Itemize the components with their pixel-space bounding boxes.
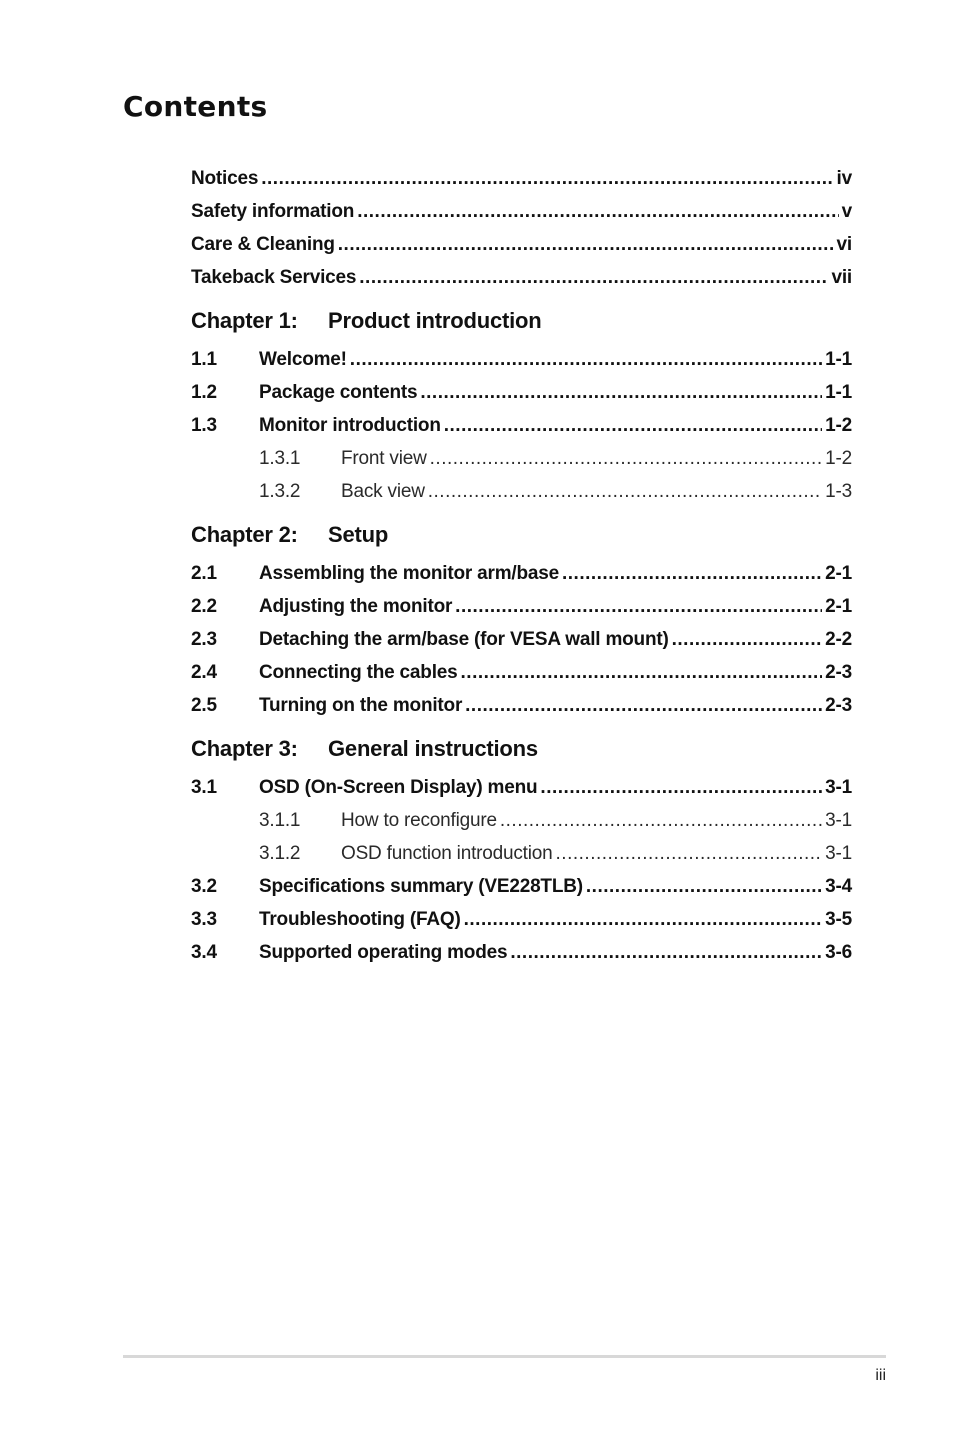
toc-entry-number: 2.1 — [191, 563, 217, 584]
toc-entry-number: 3.1.1 — [259, 810, 301, 831]
footer-page-number: iii — [875, 1367, 886, 1384]
toc-entry-number: 2.2 — [191, 596, 217, 617]
toc-entry-text: Detaching the arm/base (for VESA wall mount) — [259, 629, 669, 650]
toc-entry-page: 2-3 — [825, 695, 852, 716]
chapter-title: Setup — [328, 522, 389, 547]
toc-entry-text: Care & Cleaning — [191, 234, 335, 255]
toc-entry-page: 1-1 — [825, 382, 852, 403]
toc-entry-2-1[interactable] — [191, 563, 852, 596]
toc-entry-page: 2-2 — [825, 629, 852, 650]
toc-entry-3-3[interactable] — [191, 909, 852, 942]
toc-entry-2-3[interactable] — [191, 629, 852, 662]
toc-entry-number: 3.2 — [191, 876, 217, 897]
toc-entry-page: 3-1 — [825, 843, 852, 864]
toc-entry-text: Safety information — [191, 201, 355, 222]
dot-leader — [420, 382, 822, 404]
toc-entry-safety-information[interactable] — [191, 201, 852, 234]
toc-entry-page: 1-2 — [825, 448, 852, 469]
toc-entry-page: 1-2 — [825, 415, 852, 436]
toc-entry-text: How to reconfigure — [341, 810, 497, 831]
toc-entry-number: 3.3 — [191, 909, 217, 930]
toc-entry-text: Package contents — [259, 382, 418, 403]
toc-entry-text: Troubleshooting (FAQ) — [259, 909, 461, 930]
toc-entry-3-4[interactable] — [191, 942, 852, 975]
toc-entry-page: v — [841, 201, 852, 222]
toc-entry-text: OSD function introduction — [341, 843, 553, 864]
toc-entry-notices[interactable] — [191, 168, 852, 201]
toc-entry-page: vii — [831, 267, 852, 288]
toc-entry-1-1[interactable] — [191, 349, 852, 382]
dot-leader — [672, 629, 823, 651]
toc-entry-text: Specifications summary (VE228TLB) — [259, 876, 583, 897]
toc-entry-number: 2.4 — [191, 662, 217, 683]
chapter-heading-2[interactable] — [191, 522, 852, 562]
footer-divider — [123, 1355, 886, 1358]
toc-entry-number: 2.5 — [191, 695, 217, 716]
chapter-title: Product introduction — [328, 308, 542, 333]
toc-entry-number: 1.3.1 — [259, 448, 301, 469]
toc-entry-page: 2-3 — [825, 662, 852, 683]
dot-leader — [444, 415, 822, 437]
toc-entry-number: 3.1.2 — [259, 843, 301, 864]
dot-leader — [359, 267, 828, 289]
toc-entry-text: Front view — [341, 448, 427, 469]
toc-entry-text: Takeback Services — [191, 267, 357, 288]
front-matter-list — [191, 168, 852, 300]
toc-entry-page: 1-3 — [825, 481, 852, 502]
dot-leader — [261, 168, 833, 190]
toc-entry-page: 3-1 — [825, 777, 852, 798]
toc-entry-text: Assembling the monitor arm/base — [259, 563, 559, 584]
dot-leader — [430, 448, 822, 470]
toc-entry-page: 3-4 — [825, 876, 852, 897]
toc-entry-3-1-2[interactable] — [191, 843, 852, 876]
toc-entry-2-5[interactable] — [191, 695, 852, 728]
toc-entry-text: OSD (On-Screen Display) menu — [259, 777, 538, 798]
toc-entry-3-1-1[interactable] — [191, 810, 852, 843]
dot-leader — [586, 876, 822, 898]
dot-leader — [357, 201, 838, 223]
dot-leader — [350, 349, 822, 371]
toc-entry-text: Turning on the monitor — [259, 695, 463, 716]
toc-entry-page: vi — [836, 234, 852, 255]
chapter-label: Chapter 3: — [191, 736, 298, 761]
toc-entry-number: 1.2 — [191, 382, 217, 403]
toc-entry-page: 2-1 — [825, 596, 852, 617]
toc-entry-2-4[interactable] — [191, 662, 852, 695]
toc-entry-text: Back view — [341, 481, 425, 502]
toc-entry-number: 1.3.2 — [259, 481, 301, 502]
toc-entry-page: 3-6 — [825, 942, 852, 963]
toc-entry-page: 3-5 — [825, 909, 852, 930]
page-title: Contents — [123, 90, 268, 123]
table-of-contents — [191, 168, 852, 975]
toc-entry-1-3[interactable] — [191, 415, 852, 448]
toc-entry-number: 2.3 — [191, 629, 217, 650]
toc-entry-page: 2-1 — [825, 563, 852, 584]
toc-entry-number: 1.1 — [191, 349, 217, 370]
toc-entry-text: Adjusting the monitor — [259, 596, 453, 617]
toc-entry-number: 3.1 — [191, 777, 217, 798]
chapter-heading-3[interactable] — [191, 736, 852, 776]
dot-leader — [500, 810, 822, 832]
toc-entry-3-2[interactable] — [191, 876, 852, 909]
toc-entry-1-3-2[interactable] — [191, 481, 852, 514]
chapter-label: Chapter 2: — [191, 522, 298, 547]
chapter-title: General instructions — [328, 736, 538, 761]
toc-entry-text: Connecting the cables — [259, 662, 458, 683]
dot-leader — [510, 942, 822, 964]
toc-entry-takeback-services[interactable] — [191, 267, 852, 300]
dot-leader — [461, 662, 823, 684]
toc-entry-2-2[interactable] — [191, 596, 852, 629]
toc-entry-1-3-1[interactable] — [191, 448, 852, 481]
chapter-heading-1[interactable] — [191, 308, 852, 348]
toc-entry-page: 1-1 — [825, 349, 852, 370]
dot-leader — [540, 777, 822, 799]
toc-entry-page: iv — [836, 168, 852, 189]
dot-leader — [464, 909, 823, 931]
dot-leader — [338, 234, 834, 256]
toc-entry-page: 3-1 — [825, 810, 852, 831]
toc-entry-care-cleaning[interactable] — [191, 234, 852, 267]
dot-leader — [465, 695, 822, 717]
toc-entry-text: Supported operating modes — [259, 942, 508, 963]
dot-leader — [562, 563, 822, 585]
toc-entry-3-1[interactable] — [191, 777, 852, 810]
dot-leader — [428, 481, 822, 503]
toc-entry-text: Monitor introduction — [259, 415, 441, 436]
toc-entry-text: Welcome! — [259, 349, 347, 370]
toc-entry-number: 3.4 — [191, 942, 217, 963]
toc-entry-1-2[interactable] — [191, 382, 852, 415]
dot-leader — [455, 596, 822, 618]
chapter-label: Chapter 1: — [191, 308, 298, 333]
dot-leader — [556, 843, 823, 865]
toc-entry-number: 1.3 — [191, 415, 217, 436]
toc-entry-text: Notices — [191, 168, 259, 189]
